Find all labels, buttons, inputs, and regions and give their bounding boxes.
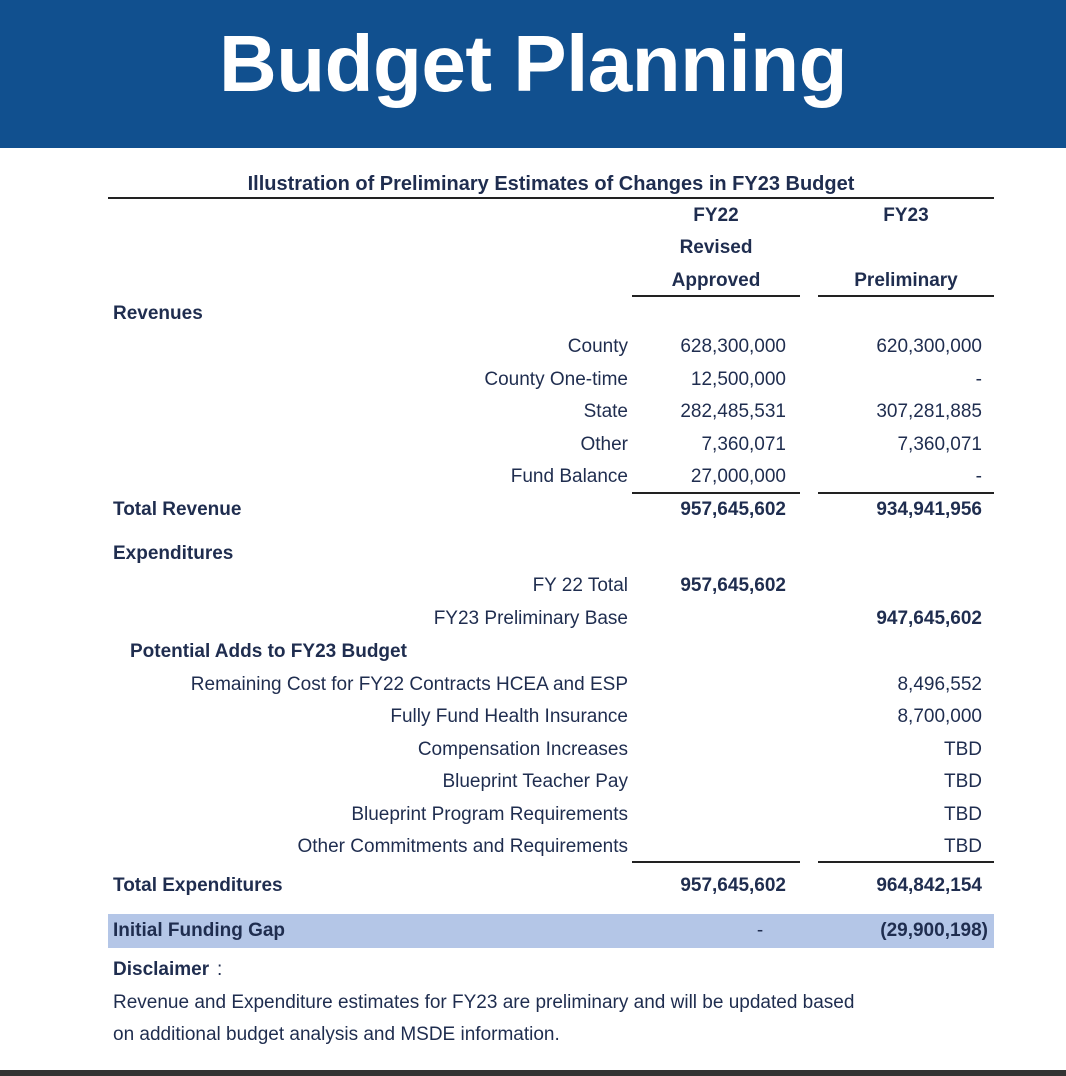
col-rule xyxy=(818,295,994,297)
fy22-value: 957,645,602 xyxy=(680,875,786,896)
fy23-value: TBD xyxy=(944,771,982,792)
fy22-value: 7,360,071 xyxy=(701,434,786,455)
fy22-value: 12,500,000 xyxy=(690,369,786,390)
section-revenues: Revenues xyxy=(113,303,203,324)
section-potential-adds: Potential Adds to FY23 Budget xyxy=(130,641,407,662)
funding-gap-fy23: (29,900,198) xyxy=(880,920,988,941)
col-fy22-line1: FY22 xyxy=(693,205,739,226)
fy23-value: 947,645,602 xyxy=(876,608,982,629)
row-label: Blueprint Teacher Pay xyxy=(442,771,628,792)
col-fy23-line2: Preliminary xyxy=(854,270,958,291)
rule xyxy=(818,861,994,863)
fy23-value: - xyxy=(975,466,982,487)
disclaimer-label: Disclaimer xyxy=(113,959,210,980)
col-fy23-line1: FY23 xyxy=(883,205,929,226)
row-label: FY 22 Total xyxy=(532,575,628,596)
fy22-value: 957,645,602 xyxy=(680,499,786,520)
row-label: County xyxy=(567,336,628,357)
row-label: Remaining Cost for FY22 Contracts HCEA and ESP xyxy=(190,674,628,695)
row-label: County One-time xyxy=(484,369,628,390)
header-banner xyxy=(0,0,1066,148)
page-title: Budget Planning xyxy=(218,19,847,108)
fy23-value: 8,496,552 xyxy=(897,674,982,695)
fy23-value: 7,360,071 xyxy=(897,434,982,455)
row-label: FY23 Preliminary Base xyxy=(433,608,628,629)
footer-bar xyxy=(0,1070,1066,1076)
disclaimer-text-line2: on additional budget analysis and MSDE information. xyxy=(113,1024,560,1045)
row-label: Fund Balance xyxy=(510,466,628,487)
section-expenditures: Expenditures xyxy=(113,543,234,564)
fy23-value: 307,281,885 xyxy=(876,401,982,422)
disclaimer-text-line1: Revenue and Expenditure estimates for FY23 are preliminary and will be updated based xyxy=(113,992,855,1013)
fy22-value: 27,000,000 xyxy=(690,466,786,487)
fy23-value: 934,941,956 xyxy=(876,499,982,520)
funding-gap-label: Initial Funding Gap xyxy=(113,920,286,941)
fy23-value: - xyxy=(975,369,982,390)
fy23-value: 620,300,000 xyxy=(876,336,982,357)
total-revenue-label: Total Revenue xyxy=(113,499,242,520)
fy23-value: 8,700,000 xyxy=(897,706,982,727)
row-label: Compensation Increases xyxy=(417,739,628,760)
col-fy22-line3: Approved xyxy=(671,270,761,291)
fy22-value: 957,645,602 xyxy=(680,575,786,596)
col-fy22-line2: Revised xyxy=(679,237,753,258)
row-label: Other Commitments and Requirements xyxy=(297,836,628,857)
total-expenditures-label: Total Expenditures xyxy=(113,875,283,896)
fy22-value: 282,485,531 xyxy=(680,401,786,422)
rule xyxy=(632,492,800,494)
title-rule xyxy=(108,197,994,199)
disclaimer-colon: : xyxy=(217,959,223,980)
row-label: Other xyxy=(580,434,628,455)
col-rule xyxy=(632,295,800,297)
row-label: Fully Fund Health Insurance xyxy=(390,706,628,727)
rule xyxy=(818,492,994,494)
fy23-value: TBD xyxy=(944,739,982,760)
fy23-value: TBD xyxy=(944,804,982,825)
rule xyxy=(632,861,800,863)
row-label: State xyxy=(583,401,628,422)
table-title: Illustration of Preliminary Estimates of Changes in FY23 Budget xyxy=(247,173,855,195)
funding-gap-fy22: - xyxy=(756,920,764,941)
row-label: Blueprint Program Requirements xyxy=(351,804,628,825)
fy23-value: 964,842,154 xyxy=(876,875,982,896)
fy23-value: TBD xyxy=(944,836,982,857)
fy22-value: 628,300,000 xyxy=(680,336,786,357)
